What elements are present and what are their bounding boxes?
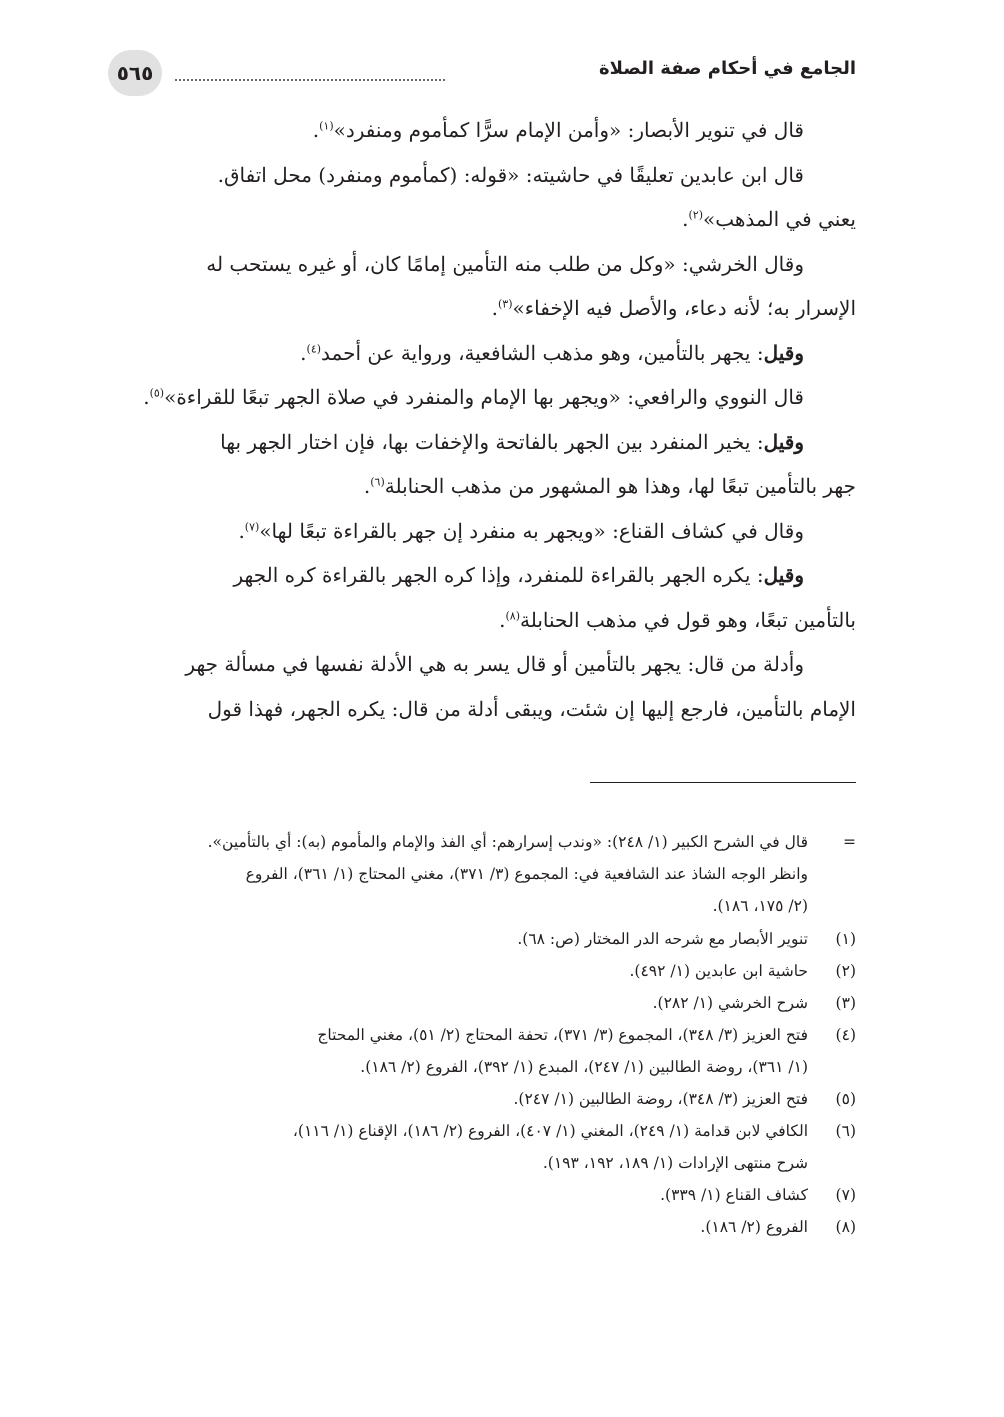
paragraph	[112, 642, 856, 687]
footnote	[112, 1115, 856, 1179]
main-text	[112, 108, 856, 731]
footnote-line: فتح العزيز (٣/ ٣٤٨)، روضة الطالبين (١/ ٢٤٧).	[513, 1090, 808, 1108]
text-line: جهر بالتأمين تبعًا لها، وهذا هو المشهور من مذهب الحنابلة	[384, 474, 856, 498]
footnote-separator	[590, 782, 856, 783]
paragraph-continuation	[112, 687, 856, 732]
continuation-marker: =	[843, 833, 856, 851]
footnote-line: (١/ ٣٦١)، روضة الطالبين (١/ ٢٤٧)، المبدع (١/ ٣٩٢)، الفروع (٢/ ١٨٦).	[360, 1058, 808, 1076]
paragraph	[112, 242, 856, 287]
running-title-text: الجامع في أحكام صفة الصلاة	[599, 58, 856, 79]
lead-word: وقيل	[763, 429, 804, 454]
footnote-line: الفروع (٢/ ١٨٦).	[700, 1218, 808, 1236]
paragraph-continuation: جهر بالتأمين تبعًا لها، وهذا هو المشهور من مذهب الحنابلة$^{(٦)}$.	[363, 474, 856, 498]
lead-word: وقيل	[763, 340, 804, 365]
footnote-ref: (٣)	[497, 297, 513, 311]
footnote-line: قال في الشرح الكبير (١/ ٢٤٨): «وندب إسرارهم: أي الفذ والإمام والمأموم (به): أي بالتأمين».	[207, 833, 808, 851]
header-dotted-leader	[175, 79, 445, 81]
paragraph: قال النووي والرافعي: «ويجهر بها الإمام والمنفرد في صلاة الجهر تبعًا للقراءة»$^{(٥)}$.	[143, 385, 804, 409]
footnote-ref: (٤)	[306, 341, 322, 355]
footnote-line: تنوير الأبصار مع شرحه الدر المختار (ص: ٦٨).	[517, 930, 808, 948]
footnote-line: الكافي لابن قدامة (١/ ٢٤٩)، المغني (١/ ٤٠٧)، الفروع (٢/ ١٨٦)، الإقناع (١/ ١١٦)،	[292, 1122, 808, 1140]
footnote-ref: (٨)	[505, 608, 520, 622]
footnote-number: (١)	[835, 930, 856, 948]
footnote	[112, 1083, 856, 1115]
paragraph-continuation: بالتأمين تبعًا، وهو قول في مذهب الحنابلة$^{(٨)}$.	[499, 607, 856, 632]
footnote-number: (٤)	[835, 1026, 856, 1044]
footnote-line: شرح منتهى الإرادات (١/ ١٨٩، ١٩٢، ١٩٣).	[542, 1154, 808, 1172]
footnote-number: (٦)	[835, 1122, 856, 1140]
text-line: قال في تنوير الأبصار: «وأمن الإمام سرًّا كمأموم ومنفرد»	[333, 118, 804, 142]
footnote-number: (٢)	[835, 962, 856, 980]
text-line: وأدلة من قال: يجهر بالتأمين أو قال يسر به هي الأدلة نفسها في مسألة جهر	[185, 652, 804, 676]
paragraph	[112, 153, 856, 198]
paragraph-continuation: يعني في المذهب»$^{(٢)}$.	[682, 207, 856, 231]
footnote	[112, 923, 856, 955]
footnote-ref: (٧)	[244, 519, 260, 533]
text-line: قال النووي والرافعي: «ويجهر بها الإمام والمنفرد في صلاة الجهر تبعًا للقراءة»	[164, 385, 804, 409]
footnote-ref: (٥)	[149, 386, 165, 400]
text-line: : يخير المنفرد بين الجهر بالفاتحة والإخفات بها، فإن اختار الجهر بها	[220, 429, 764, 454]
footnote	[112, 1019, 856, 1083]
footnote-continuation	[112, 826, 856, 922]
paragraph-continuation: الإسرار به؛ لأنه دعاء، والأصل فيه الإخفاء»$^{(٣)}$.	[491, 296, 856, 320]
footnote-ref: (٢)	[688, 208, 703, 222]
footnote-line: (٢/ ١٧٥، ١٨٦).	[712, 897, 808, 915]
footnote-line: شرح الخرشي (١/ ٢٨٢).	[652, 994, 808, 1012]
footnote-line: حاشية ابن عابدين (١/ ٤٩٢).	[629, 962, 808, 980]
text-line: قال ابن عابدين تعليقًا في حاشيته: «قوله: (كمأموم ومنفرد) محل اتفاق.	[217, 162, 804, 187]
footnote-line: كشاف القناع (١/ ٣٣٩).	[660, 1186, 808, 1204]
footnote	[112, 1179, 856, 1211]
text-line: الإسرار به؛ لأنه دعاء، والأصل فيه الإخفاء»	[512, 296, 856, 320]
paragraph	[112, 553, 856, 598]
text-line: : يجهر بالتأمين، وهو مذهب الشافعية، ورواية عن أحمد	[321, 340, 764, 365]
footnote-ref: (٦)	[370, 475, 385, 489]
lead-word: وقيل	[763, 563, 804, 587]
page-header	[108, 50, 856, 96]
paragraph: قال في تنوير الأبصار: «وأمن الإمام سرًّا كمأموم ومنفرد»$^{(١)}$.	[312, 118, 804, 142]
paragraph: وقيل: يجهر بالتأمين، وهو مذهب الشافعية، ورواية عن أحمد$^{(٤)}$.	[300, 340, 804, 365]
footnotes	[112, 826, 856, 1243]
footnote-number: (٣)	[835, 994, 856, 1012]
text-line: يعني في المذهب»	[703, 207, 856, 231]
text-line: الإمام بالتأمين، فارجع إليها إن شئت، ويبقى أدلة من قال: يكره الجهر، فهذا قول	[207, 696, 856, 721]
footnote	[112, 955, 856, 987]
footnote-line: فتح العزيز (٣/ ٣٤٨)، المجموع (٣/ ٣٧١)، تحفة المحتاج (٢/ ٥١)، مغني المحتاج	[317, 1026, 808, 1044]
footnote-number: (٨)	[835, 1218, 856, 1236]
footnote-number: (٥)	[835, 1090, 856, 1108]
paragraph	[112, 420, 856, 465]
text-line: بالتأمين تبعًا، وهو قول في مذهب الحنابلة	[520, 607, 856, 632]
footnote-number: (٧)	[835, 1186, 856, 1204]
text-line: وقال في كشاف القناع: «ويجهر به منفرد إن جهر بالقراءة تبعًا لها»	[259, 518, 804, 543]
text-line: : يكره الجهر بالقراءة للمنفرد، وإذا كره الجهر بالقراءة كره الجهر	[233, 563, 764, 587]
page-number: ٥٦٥	[108, 50, 162, 96]
footnote	[112, 987, 856, 1019]
footnote-ref: (١)	[319, 119, 334, 133]
text-line: وقال الخرشي: «وكل من طلب منه التأمين إمامًا كان، أو غيره يستحب له	[206, 251, 804, 276]
footnote-line: وانظر الوجه الشاذ عند الشافعية في: المجموع (٣/ ٣٧١)، مغني المحتاج (١/ ٣٦١)، الفروع	[245, 865, 808, 883]
footnote	[112, 1211, 856, 1243]
running-title	[599, 58, 856, 79]
paragraph: وقال في كشاف القناع: «ويجهر به منفرد إن جهر بالقراءة تبعًا لها»$^{(٧)}$.	[238, 518, 804, 543]
